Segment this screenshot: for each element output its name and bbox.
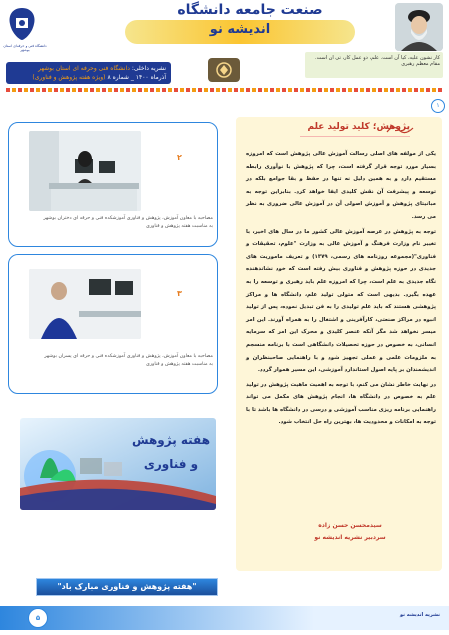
interview-card[interactable] bbox=[8, 122, 218, 247]
research-week-banner bbox=[20, 418, 216, 510]
portrait-icon bbox=[395, 3, 443, 51]
office-photo-icon bbox=[29, 269, 141, 339]
page-number: ۵ bbox=[28, 608, 48, 628]
leader-quote-source: مقام معظم رهبری bbox=[401, 61, 440, 67]
masthead-subtitle: اندیشه نو bbox=[209, 22, 271, 37]
decorative-divider bbox=[6, 88, 443, 92]
congrats-banner: "هفته پژوهش و فناوری مبارک باد" bbox=[36, 578, 218, 596]
card-caption: مصاحبه با معاون آموزش، پژوهش و فناوری آموزشکده فنی و حرفه ای پسران بوشهر به مناسبت هفته پژوهش و فناوری bbox=[44, 354, 213, 367]
publication-line-2: آذرماه ۱۴۰۰ _ شماره ۸ (ویژه هفته پژوهش و فناوری) bbox=[32, 74, 166, 81]
card-caption: مصاحبه با معاون آموزش، پژوهش و فناوری آموزشکده فنی و حرفه ای دختران بوشهر به مناسبت هفته پژوهش و فناوری bbox=[43, 216, 213, 229]
article-author-role: سردبیر نشریه اندیشه نو bbox=[314, 534, 386, 541]
emblem-icon bbox=[208, 58, 240, 82]
masthead-title: صنعت جامعه دانشگاه bbox=[177, 2, 323, 18]
article-body bbox=[246, 148, 436, 488]
leader-quote-text: کار نشون علیه، کیا آن است. علم، دو عمل کار، تی ان است. bbox=[314, 55, 440, 61]
card-number: ۳ bbox=[177, 289, 182, 298]
banner-image-text: هفته پژوهش و فناوری bbox=[131, 433, 211, 471]
article-title: پژوهش؛ کلید تولید علم bbox=[300, 122, 410, 137]
emblem-badge bbox=[208, 58, 240, 82]
article-page-number: ۱ bbox=[431, 99, 445, 113]
publication-line-1: نشریه داخلی: دانشگاه فنی وحرفه ای استان بوشهر bbox=[38, 65, 166, 72]
office-photo-icon bbox=[29, 131, 141, 211]
article-paragraph: یکی از مولفه های اصلی رسالت آموزش عالی پژوهش است که امروزه بسیار مورد توجه قرار گرفته است، چرا که پژوهش با نوآوری رابطه مستقیم دارد و به همین دلیل نه تنها در حفظ و بقا جوامع بلکه در توسعه و پیشرفت آن نقش کلیدی ایفا خواهد کرد. بنابراین توجه به مبانیتای پژوهش و آموزش اصولی آن در آموزش عالی ضروری به نظر می رسد. bbox=[246, 151, 436, 220]
interview-card[interactable] bbox=[8, 254, 218, 394]
university-name: دانشگاه فنی و حرفه‌ای استان بوشهر bbox=[3, 44, 47, 52]
interview-photo bbox=[29, 269, 141, 339]
card-number: ۲ bbox=[177, 153, 182, 162]
university-logo bbox=[4, 4, 40, 44]
leader-quote bbox=[305, 52, 443, 78]
interview-photo bbox=[29, 131, 141, 211]
article-author: سیدمحسن حسن زاده bbox=[318, 522, 382, 529]
article-paragraph: در نهایت خاطر نشان می کنم، با توجه به اهمیت ماهیت پژوهش در تولید علم به خصوص در دانشگاه ها، انجام پژوهش های مکمل می تواند راهنمایی برنامه ریزی مناسب آموزشی و درسی در دانشگاه ها باشد تا با توجه به امکانات و محدودیت ها، بهترین راه حل انتخاب شود. bbox=[246, 381, 436, 426]
footer-label: نشریه اندیشه نو bbox=[400, 612, 440, 618]
publication-info bbox=[6, 62, 171, 84]
article-paragraph: توجه به پژوهش در عرصه آموزش عالی کشور ما در سال های اخیر، با تغییر نام وزارت فرهنگ و آموزش عالی به وزارت "علوم، تحقیقات و فناوری"(مجموعه روزنامه های رسمی، ۱۳۷۹) و تعریف ماموریت های جدیدی در حوزه پژوهش و فناوری بیش رفته است که خود نشاندهنده نگاه جدیدی به علم است، چرا که امروزه علم باید رهبری و توسعه را به عهده بگیرد. بدیهی است که متولی تولید علم، دانشگاه ها و مراکز پژوهشی هستند که باید علم تولیدی را به فن تبدیل نموده، پس از تولید انبوه در مراکز صنعتی، کارآفرینی و اشتغال را به همراه آورند. این امر میسر نخواهد شد مگر آنکه عنصر کلیدی و محرک این امر که سرمایه انسانی، به خصوص در حوزه تحصیلات دانشگاهی است با برنامه منسجم به ملزومات علمی و عملی تجهیز شود و با راهنمایی صاحبنظران و اندیشمندان بر پایه اصول استاندارد آموزشی، این مسیر هموار گردد. bbox=[246, 228, 436, 374]
leader-photo bbox=[395, 3, 443, 51]
